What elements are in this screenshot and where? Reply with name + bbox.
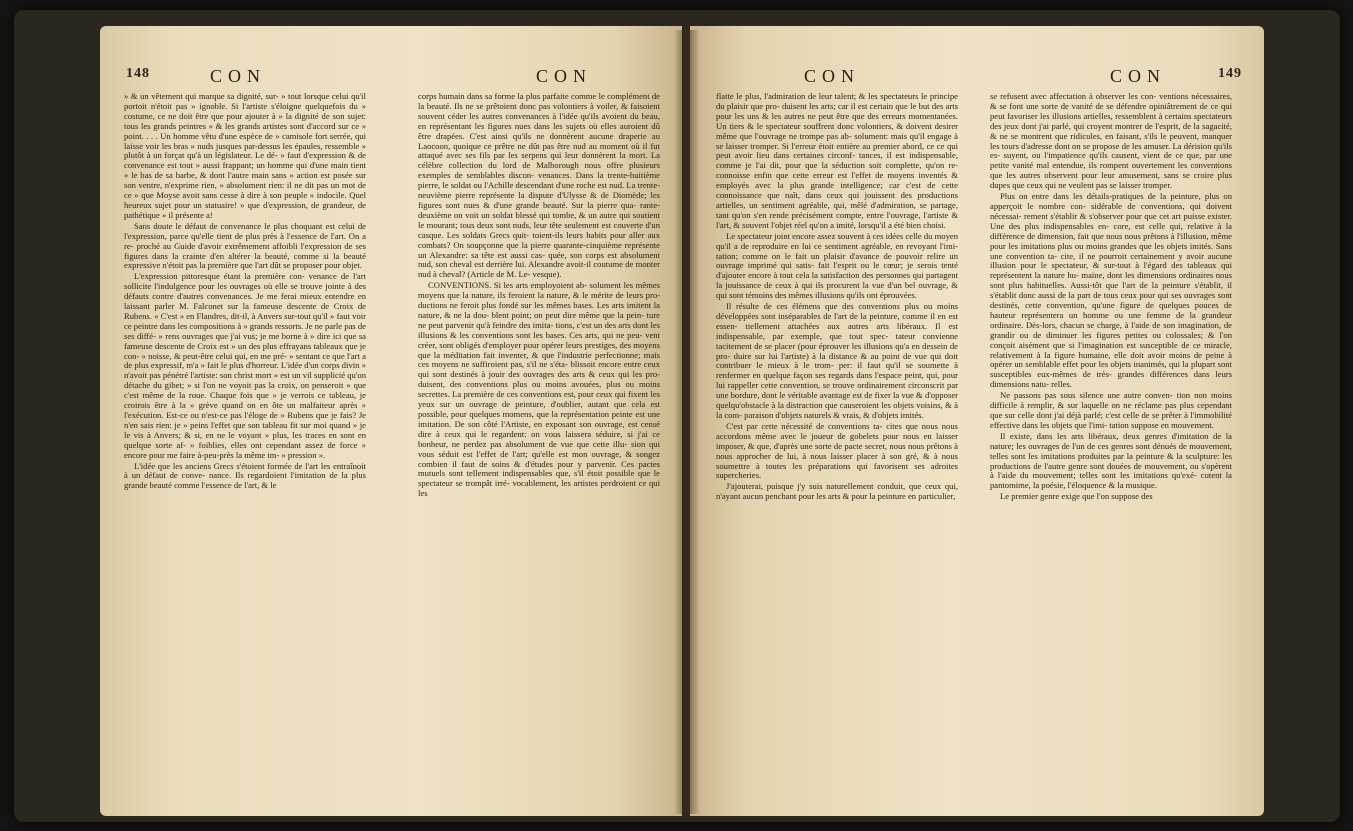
book-gutter xyxy=(674,30,700,814)
paragraph: CONVENTIONS. Si les arts employoient ab- solument les mêmes moyens que la nature, ils feroient la nature, & le mérite de leurs pro- ductions ne feroit plus fondé sur les mêmes bases. Les arts imitent la nature, & ne la dou- blent point; on peut dire même que la pein- ture ne peut parvenir qu'à feindre des imita- tions, c'est un des arts dont les illusions & les conventions sont les bases. Ces arts, qui ne peu- vent créer, sont obligés d'employer pour opérer leurs prestiges, des moyens que la méditation fait inventer, & que l'industrie perfectionne; mais ces moyens ne suffiroient pas, s'il ne s'éta- blissoit encore entre ceux qui sont destinés à jouir des ouvrages des arts & ceux qui les pro- duisent, des conventions plus ou moins avouées, plus ou moins secrettes. La première de ces conventions est, pour ceux qui fixent les yeux sur un ouvrage de peinture, d'oublier, autant que cela est possible, pour quelques momens, que la représentation peinte est une imitation. De son côté l'Artiste, en exposant son ouvrage, est censé dire à ceux qui le regardent: on vous laissera séduire, si j'ai ce bonheur, ne perdez pas absolument de vue que cette illu- sion qui vous séduit est l'effet de l'art; qu'elle est mon ouvrage, & songez combien il faut de soins & d'études pour y parvenir. Ces pactes mutuels sont tellement indispensables que, s'il étoit possible que le spectateur se trompât irré- vocablement, les artistes perdroient ce qui les xyxy=(418,280,660,499)
paragraph: Il existe, dans les arts libéraux, deux genres d'imitation de la nature; les ouvrages de l'un de ces genres sont dénués de mouvement, telles sont les imitations produites par la peinture & la sculpture: les productions de l'autre genre sont douées de mouvement, ou s'opèrent à l'aide du mouvement; telles sont les imitations qu'exé- cutent la pantomime, la poésie, l'éloquence & la musique. xyxy=(990,430,1232,491)
running-head-right-b: CON xyxy=(1110,66,1167,86)
book-spread xyxy=(14,10,1340,822)
running-head-left-a: CON xyxy=(210,66,267,86)
page-number-left: 148 xyxy=(126,66,150,81)
paragraph: Il résulte de ces élémens que des conventions plus ou moins développées sont inséparables de l'art de la peinture, comme il en est essen- tiellement attachées aux autres arts libéraux. Il est indispensable, par exemple, que tout spec- tateur convienne tacitement de se placer (pour éprouver les illusions qu'a en dessein de pro- duire sur lui l'artiste) à la distance & au point de vue qui doit contribuer le mieux à le trom- per: il faut qu'il se soumette à renfermer en quelque façon ses regards dans l'espace peint, qui, pour lui rappeller cette convention, se trouve ordinairement circonscrit par une bordure, dont le véritable avantage est de fixer la vue & d'opposer quelqu'obstacle à la distraction que causeroient les objets voisins, & à la com- paraison d'objets naturels & vrais, & d'objets imités. xyxy=(716,301,958,420)
paragraph: se refusent avec affectation à observer les con- ventions nécessaires, & se font une sorte de vanité de se défendre opiniâtrement de ce qui peut favoriser les illusions artielles, ressemblent à certains spectateurs des jeux dont j'ai parlé, qui croyent montrer de l'esprit, de la sagacité, & ne se montrent que ridicules, en faisant, s'ils le peuvent, manquer les tours d'adresse dont on se propose de les amuser. La dérision qu'ils es- suyent, ou l'impatience qu'ils causent, vient de ce que, par une petite vanité mal entendue, ils rompent ouvertement les conventions que les autres observent pour leur amusement, sans se croire plus dupes que ceux qui ne veulent pas se laisser tromper. xyxy=(990,92,1232,191)
right-page-column-2 xyxy=(990,92,1232,812)
paragraph: Plus on entre dans les détails-pratiques de la peinture, plus on apperçoit le nombre con- sidérable de conventions, qui doivent nécessai- rement s'établir & s'observer pour que cet art puisse exister. Une des plus indispensables en- core, est celle qui, relative à la différence de dimension, fait que nous nous prêtons à l'illusion, même pour les imitations plus ou moins grandes que les objets imités. Sans une convention ta- cite, il ne pourroit certainement y avoir aucune illusion pour le spectateur, & sur-tout à l'égard des tableaux qui représentent la nature hu- maine, dont les dimensions ordinaires nous sont plus habituelles. Aussi-tôt que l'art de la peinture s'établit, il s'établit donc aussi de la part de tous ceux pour qui ses ouvrages sont destinés, cette convention, qu'une figure de quelques pouces de hauteur représentera un homme ou une femme de la grandeur ordinaire. Dès-lors, chacun se charge, à l'aide de son imagination, de grandir ou de diminuer les figures petites ou colossales; & l'on conçoit aisément que si l'imagination est susceptible de ce miracle, relativement à la figure humaine, elle doit avoir moins de peine à opérer un semblable effet pour les objets inanimés, qui la plupart sont susceptibles eux-mêmes de très- grandes différences dans leurs dimensions natu- relles. xyxy=(990,191,1232,390)
paragraph: corps humain dans sa forme la plus parfaite comme le complément de la beauté. Ils ne se prêtoient donc pas volontiers à voiler, & faisoient souvent céder les autres convenances à l'idée qu'ils avoient du beau, en représentant les figures nues dans les sujets où elles auroient dû être drapées. C'est ainsi qu'ils ne donnèrent aucune draperie au Laocoon, quoique ce prêtre ne dût pas être nud au moment où il fut attaqué avec ses fils par les serpens qui leur donnèrent la mort. La célèbre collection du lord de Malborough nous offre plusieurs exemples de semblables discon- venances. Dans la trente-huitième pierre, le soldat ou l'Achille descendant d'une roche est nud. La trente-neuvième pierre représente la dispute d'Ulysse & de Diomède; les figures sont nues & d'une grande beauté. Sur la pierre qua- rante-deuxième on voit un soldat blessé qui tombe, & un autre qui soutient le mourant; tous deux sont nuds, leur tête seulement est couverte d'un casque. Les soldats Grecs quit- toient-ils leurs habits pour aller aux combats? On soupçonne que la pierre quarante-cinquième représente un Alexandre: sa tête est aussi cas- quée, son corps est absolument nud, son cheval est derrière lui. Alexandre avoit-il coutume de monter nud à cheval? (Article de M. Le- vesque). xyxy=(418,92,660,280)
running-head-right-a: CON xyxy=(804,66,861,86)
paragraph: J'ajouterai, puisque j'y suis naturellement conduit, que ceux qui, n'ayant aucun penchant pour les arts & pour la peinture en particulier, xyxy=(716,481,958,502)
running-head-left-b: CON xyxy=(536,66,593,86)
left-page-column-1 xyxy=(124,92,366,812)
page-number-right: 149 xyxy=(1218,66,1242,81)
left-page xyxy=(100,26,682,816)
paragraph: Ne passons pas sous silence une autre conven- tion non moins difficile à remplir, & sur laquelle on ne réclame pas plus cependant que sur celle dont j'ai déjà parlé; c'est celle de se prêter à l'immobilité effective dans les objets que l'imi- tation suppose en mouvement. xyxy=(990,390,1232,430)
paragraph: L'idée que les anciens Grecs s'étoient formée de l'art les entraînoit à un défaut de conve- nance. Ils regardoient l'imitation de la plus grande beauté comme l'essence de l'art, & le xyxy=(124,460,366,491)
paragraph: L'expression pittoresque étant la première con- venance de l'art sollicite l'indulgence pour les ouvrages où elle se trouve jointe à des défauts contre d'autres convenances. Je me ferai mieux entendre en laissant parler M. Falconet sur la fameuse descente de Croix de Rubens. « C'est » en Flandres, dit-il, à Anvers sur-tout qu'il » faut voir ce peintre dans les compositions à » grands ressorts. Je ne parle pas de ses diffé- » rens ouvrages que j'ai vus; je me borne à » dire ici que sa fameuse descente de Croix est » un des plus effrayans tableaux que je con- » noisse, & peut-être celui qui, en me pré- » sentant ce que l'art a de plus expressif, m'a » fait le plus d'horreur. L'idée d'un corps divin » n'avoit pas pénétré l'artiste: son christ mort » est un vil supplicié qu'on détache du gibet; » si l'on ne voyoit pas la croix, on penseroit » que c'est même de la roue. Chaque fois que » je verrois ce tableau, je croirois être à la » grève quand on en ôte un malfaiteur après » l'exécution. Est-ce ou n'est-ce pas l'éloge de » Rubens que je fais? Je n'en sais rien: je » peins l'effet que son tableau fit sur moi quand » je le vis à Anvers; & si, en ne le voyant » plus, les traces en sont en quelque sorte af- » foiblies, elles ont cependant assez de force » encore pour me faire à-peu-près la même im- » pression ». xyxy=(124,271,366,460)
paragraph: C'est par cette nécessité de conventions ta- cites que nous nous accordons même avec le joueur de gobelets pour nous en laisser imposer, & que, d'après une sorte de pacte secret, nous nous prêtons à nous approcher de lui, à nous laisser placer à son gré, & à nous soumettre à toutes les préparations qui favorisent ses adroites supercheries. xyxy=(716,420,958,481)
paragraph: Le spectateur joint encore assez souvent à ces idées celle du moyen qu'il a de reproduire en lui ce sentiment agréable, en revoyant l'imi- tation; comme on le fait un plaisir d'avance de pouvoir relire un ouvrage imprimé qui satis- fait l'esprit ou le cœur; je serois tenté d'ajouter encore à tout cela la satisfaction des personnes qui partagent la jouissance de ceux à qui ils procurent la vue d'un bel ouvrage, & qui sont témoins des mêmes illusions qu'ils ont éprouvées. xyxy=(716,230,958,301)
paragraph: » & un vêtement qui marque sa dignité, sur- » tout lorsque celui qu'il portoit n'étoit pas » ignoble. Si l'artiste s'éloigne quelquefois du » costume, ce ne doit être que pour ajouter à » la dignité de son sujet: tous les grands peintres » & les grands artistes sont d'accord sur ce » point. . . . Un homme vêtu d'une espèce de » camisole fort serrée, qui laisse voir les bras » nuds jusques par-dessus les épaules, ressemble » plutôt à un forçat qu'à un législateur. Le dé- » faut d'expression & de convenance est tout » aussi frappant; un homme qui d'une main tient » le bas de sa barbe, & dont l'autre main sans » action est posée sur son ventre, n'exprime rien, » absolument rien: il ne dit pas un mot de ce » que Moyse avoit sans cesse à dire à son peuple » indocile. Quel heureux sujet pour un statuaire! » que d'expression, de grandeur, de pathétique » il présente a! xyxy=(124,92,366,220)
right-page-column-1 xyxy=(716,92,958,812)
paragraph: Sans doute le défaut de convenance le plus choquant est celui de l'expression, parce qu'elle tient de plus près à l'essence de l'art. On a re- proché au Guide d'avoir extrêmement affoibli l'expression de ses figures dans la crainte d'en altérer la beauté, comme si la beauté expressive n'étoit pas la première que l'art dût se proposer pour objet. xyxy=(124,220,366,271)
paragraph: Le premier genre exige que l'on suppose des xyxy=(1000,491,1153,502)
paragraph: flatte le plus, l'admiration de leur talent; & les spectateurs le principe du plaisir que pro- duisent les arts; car il est certain que le but des arts pour les uns & les autres ne peut être que des erreurs momentanées. Un tiers & le spectateur souffrent donc volontiers, & doivent desirer même que l'ouvrage ne trompe pas ab- solument: mais qu'il engage à se laisser tromper. Si l'erreur étoit entière au premier abord, ce ce qui peut avoir lieu dans certaines circonf- tances, il est indispensable, comme je l'ai dit, pour que la séduction soit complette, qu'on re- connoisse enfin que cette erreur est l'effet de moyens inventés & employés avec la plus grande intelligence; car c'est de cette connoissance que naît, dans ceux qui jouissent des productions artielles, un sentiment agréable, qui, mêlé d'admiration, se partage, tant qu'on s'en rende précisément compte, entre l'ouvrage, l'artiste & l'art, & souvent l'objet réel qu'on a imité, lorsqu'il a été bien choisi. xyxy=(716,92,958,230)
left-page-column-2 xyxy=(418,92,660,812)
right-page xyxy=(690,26,1264,816)
